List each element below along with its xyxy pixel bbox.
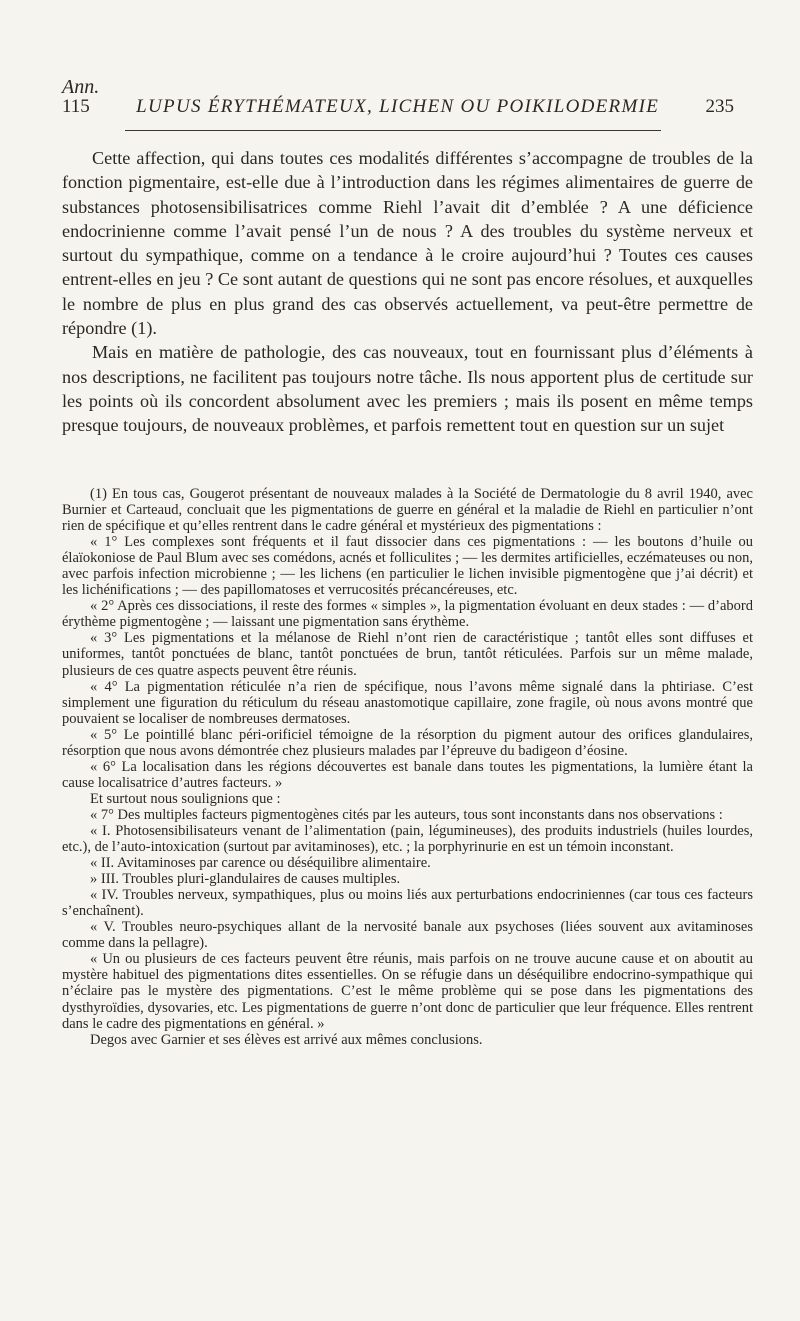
footnote-paragraph: « I. Photosensibilisateurs venant de l’alimentation (pain, légumineuses), des produits industriels (huiles lourdes, etc.), de l’auto-intoxication (surtout par avitaminoses), etc. ; la porphyrinurie en est un témoin inconstant. (62, 822, 753, 856)
footnote-paragraph: « IV. Troubles nerveux, sympathiques, plus ou moins liés aux perturbations endocriniennes (car tous ces facteurs s’enchaînent). (62, 887, 753, 920)
body-paragraph: Mais en matière de pathologie, des cas nouveaux, tout en fournissant plus d’éléments à nos descriptions, ne facilitent pas toujours notre tâche. Ils nous apportent plus de certitude sur les points où ils concordent absolument avec les premiers ; mais ils posent en même temps presque toujours, de nouveaux problèmes, et parfois remettent tout en question sur un sujet (62, 342, 753, 436)
footnotes (62, 486, 753, 1048)
header-rule (125, 130, 661, 131)
header-row (62, 96, 734, 118)
footnote-paragraph: « Un ou plusieurs de ces facteurs peuvent être réunis, mais parfois on ne trouve aucune cause et on aboutit au mystère habituel des pigmentations dites essentielles. On se réfugie dans un déséquilibre endocrino-sympathique qui n’éclaire pas le mystère des pigmentations. C’est le même problème qui se pose dans les pigmentations des dysthyroïdies, dysovaries, etc. Les pigmentations de guerre n’ont donc de particulier que leur fréquence. Elles rentrent dans le cadre des pigmentations en général. » (62, 951, 753, 1032)
footnote-paragraph: « 6° La localisation dans les régions découvertes est banale dans toutes les pigmentations, la lumière étant la cause localisatrice d’autres facteurs. » (62, 758, 753, 791)
footnote-paragraph: « 1° Les complexes sont fréquents et il faut dissocier dans ces pigmentations : — les boutons d’huile ou élaïokoniose de Paul Blum avec ses comédons, acnés et folliculites ; — les dermites artificielles, eczémateuses ou non, avec parfois infection microbienne ; — les lichens (en particulier le lichen invisible pigmentogène que j’ai décrit) et les lichénifications ; — des papillomatoses et verrucosités précancéreuses, etc. (62, 534, 753, 599)
footnote-paragraph: « 2° Après ces dissociations, il reste des formes « simples », la pigmentation évoluant en deux stades : — d’abord érythème pigmentogène ; — laissant une pigmentation sans érythème. (62, 598, 753, 631)
page-number: 235 (705, 96, 734, 117)
footnote-paragraph: Degos avec Garnier et ses élèves est arrivé aux mêmes conclusions. (90, 1031, 483, 1048)
body-paragraph: Cette affection, qui dans toutes ces modalités différentes s’accompagne de troubles de la fonction pigmentaire, est-elle due à l’introduction dans les régimes alimentaires de guerre de substances photosensibilisatrices comme Riehl l’avait dit d’emblée ? A une déficience endocrinienne comme l’avait pensé l’un de nous ? A des troubles du système nerveux et surtout du sympathique, comme on a tendance à le croire aujourd’hui ? Toutes ces causes entrent-elles en jeu ? Ce sont autant de questions qui ne sont pas encore résolues, et auxquelles le nombre de plus en plus grand des cas observés actuellement, va peut-être permettre de répondre (1). (62, 148, 753, 339)
footnote-paragraph: « II. Avitaminoses par carence ou déséquilibre alimentaire. (90, 855, 431, 872)
footnote-paragraph: « V. Troubles neuro-psychiques allant de la nervosité banale aux psychoses (liées souvent aux avitaminoses comme dans la pellagre). (62, 919, 753, 952)
main-text (62, 146, 753, 438)
running-title: LUPUS ÉRYTHÉMATEUX, LICHEN OU POIKILODERMIE (136, 96, 660, 117)
footnote-paragraph: « 4° La pigmentation réticulée n’a rien de spécifique, nous l’avons même signalé dans la phtiriase. C’est simplement une figuration du réticulum du réseau anastomotique capillaire, zone fragile, où nous avons montré que pouvaient se localiser de nombreuses dermatoses. (62, 678, 753, 727)
footnote-paragraph: « 7° Des multiples facteurs pigmentogènes cités par les auteurs, tous sont inconstants dans nos observations : (90, 806, 723, 823)
journal-abbreviation: Ann. (62, 76, 100, 98)
footnote-paragraph: « 3° Les pigmentations et la mélanose de Riehl n’ont rien de caractéristique ; tantôt elles sont diffuses et uniformes, tantôt ponctuées de blanc, tantôt ponctuées de brun, tantôt réticulées. Parfois sur un même malade, plusieurs de ces quatre aspects peuvent être réunis. (62, 630, 753, 679)
footnote-paragraph: (1) En tous cas, Gougerot présentant de nouveaux malades à la Société de Dermatologie du 8 avril 1940, avec Burnier et Carteaud, concluait que les pigmentations de guerre en général et la maladie de Riehl en particulier n’ont rien de spécifique et qu’elles rentrent dans le cadre général et mystérieux des pigmentations : (62, 486, 753, 535)
footnote-paragraph: « 5° Le pointillé blanc péri-orificiel témoigne de la résorption du pigment autour des orifices glandulaires, résorption que nous avons démontrée chez plusieurs malades par l’épreuve du badigeon d’éosine. (62, 726, 753, 759)
footnote-paragraph: Et surtout nous soulignions que : (90, 790, 281, 807)
footnote-paragraph: » III. Troubles pluri-glandulaires de causes multiples. (90, 871, 401, 888)
running-header (62, 78, 734, 118)
volume-number: 115 (62, 96, 90, 117)
